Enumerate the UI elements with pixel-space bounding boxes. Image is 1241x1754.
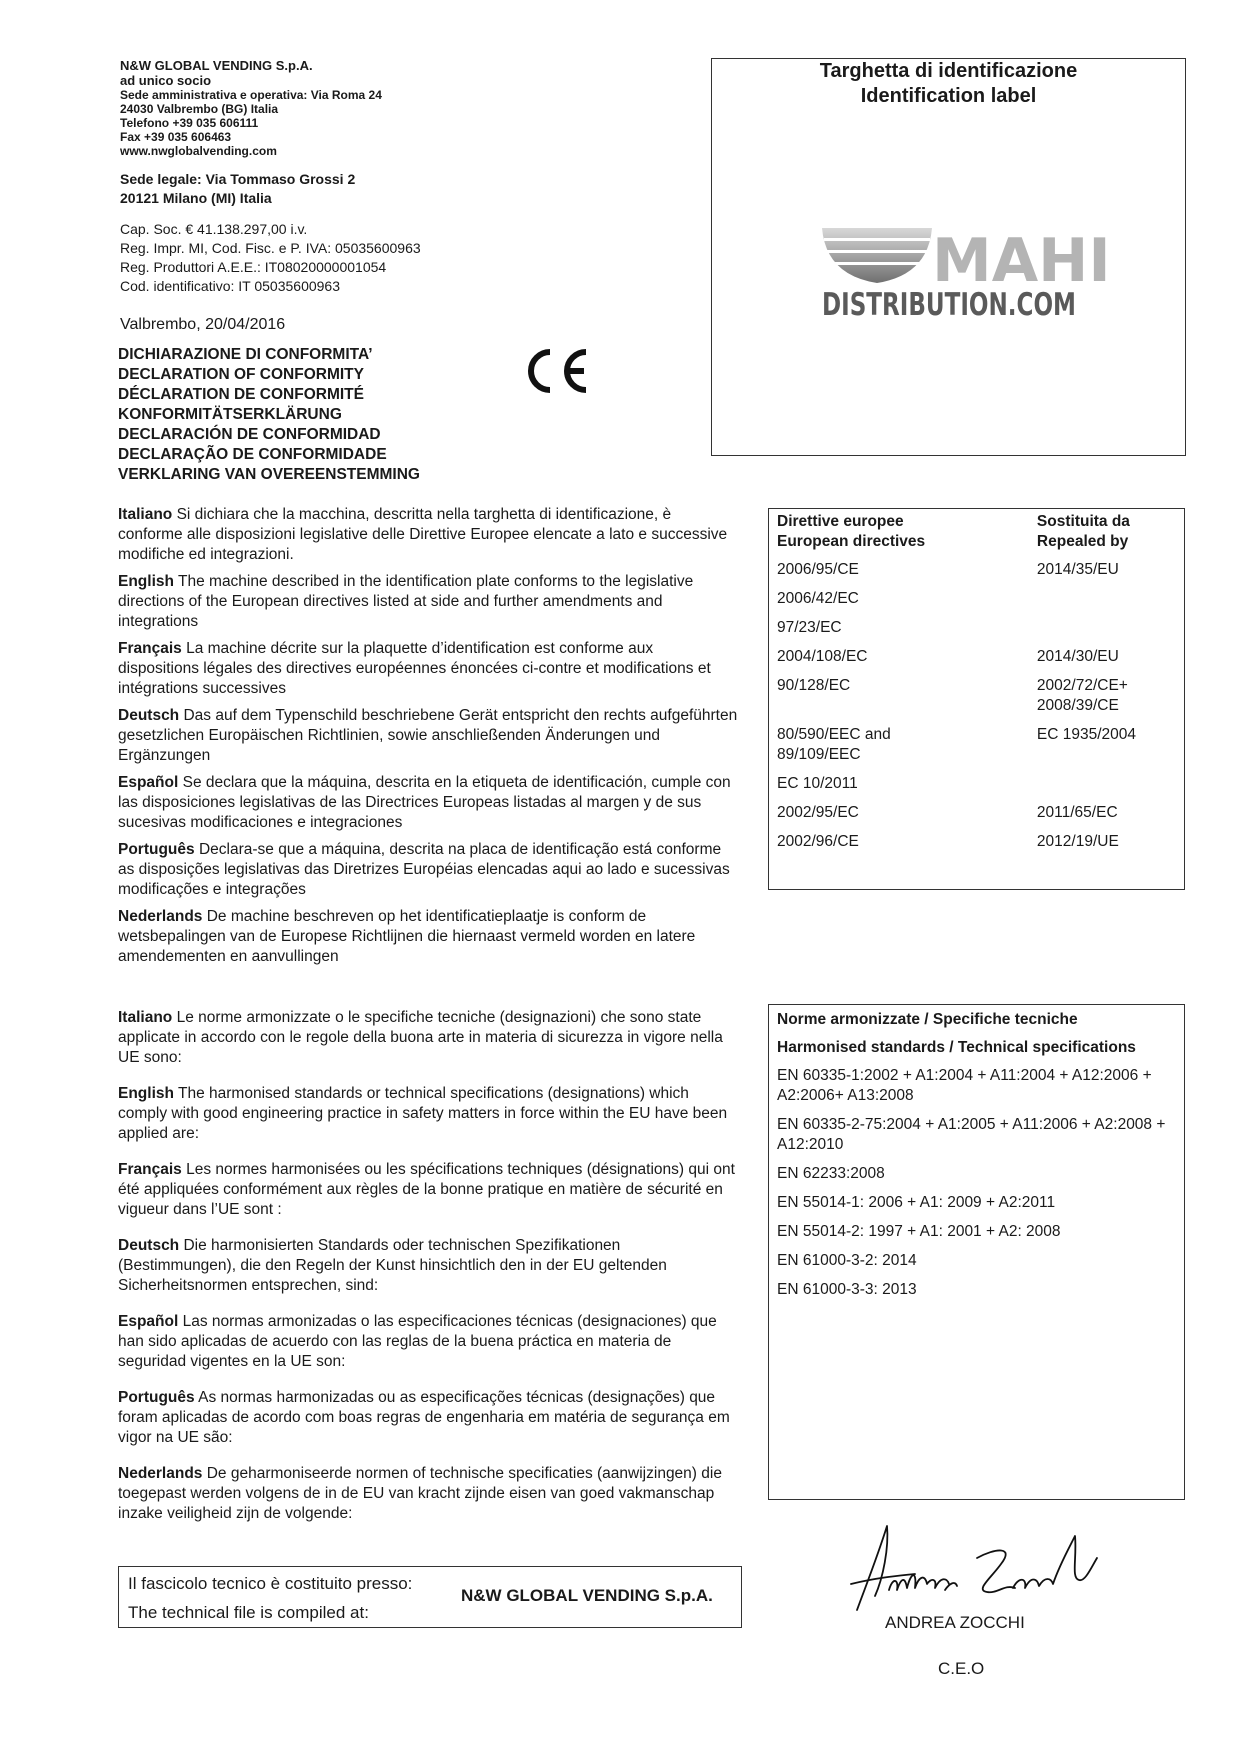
company-fax: Fax +39 035 606463 <box>120 130 232 144</box>
technical-file-box <box>118 1566 742 1628</box>
declaration-title: DICHIARAZIONE DI CONFORMITA’ <box>118 346 373 363</box>
technical-file-company: N&W GLOBAL VENDING S.p.A. <box>461 1586 713 1605</box>
table-row: 2002/95/EC 2011/65/EC <box>777 804 1118 821</box>
table-row: 97/23/EC <box>777 619 842 636</box>
declaration-title: VERKLARING VAN OVEREENSTEMMING <box>118 466 420 483</box>
statement-english: English The machine described in the identification plate conforms to the legislative directions of the European directives listed at side and further amendments and integrations <box>118 573 694 630</box>
standards-espanol: Español Las normas armonizadas o las especificaciones técnicas (designaciones) que han sido aplicadas de acuerdo con las reglas de la buena práctica en materia de seguridad vigentes en la UE son: <box>118 1313 717 1370</box>
conformity-statements <box>118 505 738 974</box>
standards-nederlands: Nederlands De geharmoniseerde normen of technische specificaties (aanwijzingen) die toegepast werden volgens de in de EU van kracht zijnde eisen van goed vakmanschap inzake veiligheid zijn de volgende: <box>118 1465 722 1522</box>
company-legal-1: Sede legale: Via Tommaso Grossi 2 <box>120 171 356 187</box>
table-row: 2004/108/EC 2014/30/EU <box>777 648 1119 665</box>
mahi-distribution-logo <box>820 223 1111 373</box>
company-reg-1: Cap. Soc. € 41.138.297,00 i.v. <box>120 221 308 237</box>
company-reg-3: Reg. Produttori A.E.E.: IT08020000001054 <box>120 259 387 275</box>
statement-nederlands: Nederlands De machine beschreven op het identificatieplaatje is conform de wetsbepalingen van de Europese Richtlijnen die hiernaast vermeld worden en latere amendementen en aanvullingen <box>118 908 696 965</box>
label-title-en: Identification label <box>860 85 1037 107</box>
svg-text:MAHI: MAHI <box>932 226 1111 296</box>
declaration-title: KONFORMITÄTSERKLÄRUNG <box>118 406 342 423</box>
signatory-name: ANDREA ZOCCHI <box>885 1613 1025 1632</box>
company-reg-2: Reg. Impr. MI, Cod. Fisc. e P. IVA: 05035600963 <box>120 240 421 256</box>
table-row: 80/590/EEC and 89/109/EEC EC 1935/2004 <box>777 726 1137 763</box>
list-item: EN 61000-3-3: 2013 <box>777 1281 917 1298</box>
standards-statements <box>118 1008 738 1540</box>
standards-francais: Français Les normes harmonisées ou les spécifications techniques (désignations) qui ont été appliquées conformément aux règles de la bonne pratique en matière de sécurité en vigueur dans l’UE sont : <box>118 1161 735 1218</box>
table-row: 2002/96/CE 2012/19/UE <box>777 833 1119 850</box>
statement-italiano: Italiano Si dichiara che la macchina, descritta nella targhetta di identificazione, è conforme alle disposizioni legislative delle Direttive Europee elencate a lato e successive modifiche ed integrazioni. <box>118 506 728 563</box>
technical-file-it: Il fascicolo tecnico è costituito presso: <box>128 1574 413 1593</box>
company-web: www.nwglobalvending.com <box>120 144 277 158</box>
declaration-title: DÉCLARATION DE CONFORMITÉ <box>118 386 364 403</box>
declaration-title: DECLARACIÓN DE CONFORMIDAD <box>118 426 381 443</box>
standards-header-en: Harmonised standards / Technical specifications <box>777 1039 1136 1056</box>
signatory-title: C.E.O <box>938 1659 985 1678</box>
label-title-it: Targhetta di identificazione <box>819 60 1078 82</box>
company-reg-4: Cod. identificativo: IT 05035600963 <box>120 278 341 294</box>
ce-mark-icon <box>520 346 592 396</box>
table-row: 90/128/EC 2002/72/CE+ 2008/39/CE <box>777 677 1128 714</box>
standards-english: English The harmonised standards or technical specifications (designations) which comply with good engineering practice in safety matters in force within the EU have been applied are: <box>118 1085 728 1142</box>
technical-file-en: The technical file is compiled at: <box>128 1603 369 1622</box>
repealed-header: Sostituita da Repealed by <box>1036 513 1130 550</box>
identification-label-box <box>711 58 1186 456</box>
company-legal-2: 20121 Milano (MI) Italia <box>120 190 272 206</box>
statement-portugues: Português Declara-se que a máquina, descrita na placa de identificação está conforme as disposições legislativas das Diretrizes Européias elencadas aqui ao lado e sucessivas modificações e integrações <box>118 841 730 898</box>
company-city: 24030 Valbrembo (BG) Italia <box>120 102 279 116</box>
handwritten-signature <box>845 1518 1105 1628</box>
statement-espanol: Español Se declara que la máquina, descrita en la etiqueta de identificación, cumple con las disposiciones legislativas de las Directrices Europeas listadas al margen y de sus sucesivas modificaciones e integraciones <box>118 774 731 831</box>
company-sole: ad unico socio <box>120 73 212 88</box>
standards-italiano: Italiano Le norme armonizzate o le specifiche tecniche (designazioni) che sono state applicate in accordo con le regole della buona arte in materia di sicurezza in vigore nella UE sono: <box>118 1009 723 1066</box>
list-item: EN 55014-2: 1997 + A1: 2001 + A2: 2008 <box>777 1223 1061 1240</box>
directives-table <box>777 512 1184 861</box>
declaration-title: DECLARAÇÃO DE CONFORMIDADE <box>118 446 387 463</box>
table-row: 2006/42/EC <box>777 590 859 607</box>
standards-deutsch: Deutsch Die harmonisierten Standards oder technischen Spezifikationen (Bestimmungen), die den Regeln der Kunst hinsichtlich den in der EU geltenden Sicherheitsnormen entsprechen, sind: <box>118 1237 667 1294</box>
standards-portugues: Português As normas harmonizadas ou as especificações técnicas (designações) que foram aplicadas de acordo com boas regras de engenharia em matéria de segurança em vigor na UE são: <box>118 1389 730 1446</box>
directives-header: Direttive europee European directives <box>777 513 926 550</box>
statement-francais: Français La machine décrite sur la plaquette d’identification est conforme aux dispositions légales des directives européennes énoncées ci-contre et modifications et intégrations successives <box>118 640 711 697</box>
standards-box <box>768 1004 1185 1500</box>
company-hq: Sede amministrativa e operativa: Via Roma 24 <box>120 88 382 102</box>
list-item: EN 62233:2008 <box>777 1165 885 1182</box>
directives-table-box <box>768 508 1185 890</box>
document-date: Valbrembo, 20/04/2016 <box>120 316 286 333</box>
company-name: N&W GLOBAL VENDING S.p.A. <box>120 58 313 73</box>
list-item: EN 60335-2-75:2004 + A1:2005 + A11:2006 + A2:2008 + A12:2010 <box>777 1116 1166 1153</box>
standards-header-it: Norme armonizzate / Specifiche tecniche <box>777 1011 1078 1028</box>
table-row: 2006/95/CE 2014/35/EU <box>777 561 1119 578</box>
declaration-titles <box>118 345 518 485</box>
list-item: EN 61000-3-2: 2014 <box>777 1252 917 1269</box>
svg-text:DISTRIBUTION.COM: DISTRIBUTION.COM <box>822 287 1076 323</box>
list-item: EN 55014-1: 2006 + A1: 2009 + A2:2011 <box>777 1194 1056 1211</box>
company-phone: Telefono +39 035 606111 <box>120 116 259 130</box>
list-item: EN 60335-1:2002 + A1:2004 + A11:2004 + A12:2006 + A2:2006+ A13:2008 <box>777 1067 1152 1104</box>
table-row: EC 10/2011 <box>777 775 858 792</box>
declaration-title: DECLARATION OF CONFORMITY <box>118 366 364 383</box>
company-header <box>120 58 600 296</box>
statement-deutsch: Deutsch Das auf dem Typenschild beschriebene Gerät entspricht den rechts aufgeführten gesetzlichen Europäischen Richtlinien, sowie anschließenden Änderungen und Ergänzungen <box>118 707 738 764</box>
